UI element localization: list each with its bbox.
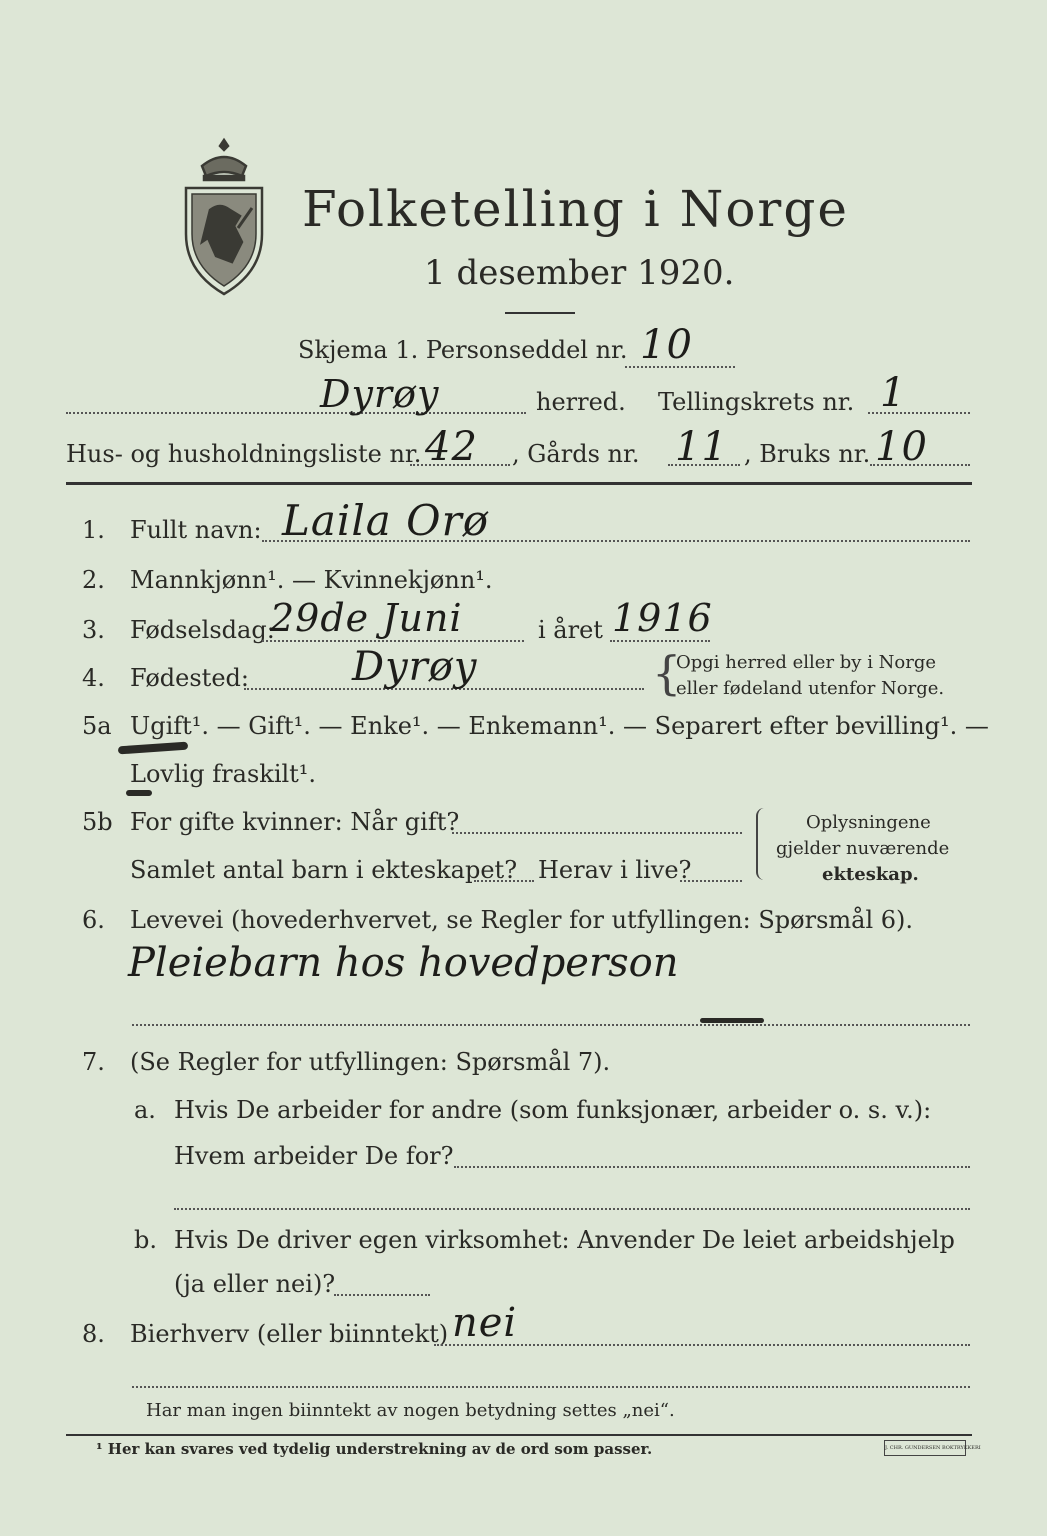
bracket-icon <box>756 808 768 880</box>
printer-stamp: J. CHR. GUNDERSEN BOKTRYKKERI <box>884 1440 966 1456</box>
question-number: 3. <box>82 616 105 644</box>
children-alive-label: Herav i live? <box>538 856 692 884</box>
q7a-line-1: Hvis De arbeider for andre (som funksjonær, arbeider o. s. v.): <box>174 1096 932 1124</box>
hus-nr-value: 42 <box>425 424 478 470</box>
tellingskrets-label: Tellingskrets nr. <box>658 388 855 416</box>
occupation-label: Levevei (hovederhvervet, se Regler for utfyllingen: Spørsmål 6). <box>130 906 914 934</box>
birthplace-value: Dyrøy <box>352 644 478 690</box>
herred-label: herred. <box>536 388 626 416</box>
census-date: 1 desember 1920. <box>424 253 735 293</box>
full-name-label: Fullt navn: <box>130 516 262 544</box>
skjema-label: Skjema 1. Personseddel nr. <box>298 336 628 364</box>
side-income-value: nei <box>452 1300 518 1346</box>
birth-year-value: 1916 <box>612 596 713 640</box>
marriage-note-1: Oplysningene <box>806 812 931 833</box>
occupation-value: Pleiebarn hos hovedperson <box>128 940 679 986</box>
header-rule <box>66 482 972 485</box>
lovlig-fraskilt-option: Lovlig fraskilt¹. <box>130 760 317 788</box>
sub-question-number: a. <box>134 1096 156 1124</box>
underline-mark <box>118 742 188 755</box>
bruks-nr-value: 10 <box>875 424 928 470</box>
tellingskrets-nr-value: 1 <box>880 370 907 416</box>
footer-rule <box>66 1434 972 1436</box>
question-number: 2. <box>82 566 105 594</box>
question-number: 7. <box>82 1048 105 1076</box>
marriage-note-2: gjelder nuværende <box>776 838 950 859</box>
gender-options: Mannkjønn¹. — Kvinnekjønn¹. <box>130 566 493 594</box>
married-when-label: For gifte kvinner: Når gift? <box>130 808 460 836</box>
question-number: 6. <box>82 906 105 934</box>
side-income-label: Bierhverv (eller biinntekt) <box>130 1320 449 1348</box>
check-mark <box>126 790 152 796</box>
personseddel-nr-value: 10 <box>640 322 693 368</box>
brace-icon: { <box>652 646 682 700</box>
hus-label: Hus- og husholdningsliste nr. <box>66 440 422 468</box>
sub-question-number: b. <box>134 1226 157 1254</box>
norwegian-coat-of-arms-icon <box>178 132 270 302</box>
q7b-line-2: (ja eller nei)? <box>174 1270 336 1298</box>
footnote: ¹ Her kan svares ved tydelig understrekning av de ord som passer. <box>96 1440 653 1458</box>
question-number: 1. <box>82 516 105 544</box>
gards-nr-value: 11 <box>675 424 728 470</box>
bruks-label: , Bruks nr. <box>744 440 871 468</box>
full-name-value: Laila Orø <box>282 496 489 545</box>
question-number: 5b <box>82 808 113 836</box>
birthplace-note-1: Opgi herred eller by i Norge <box>676 652 937 673</box>
side-income-note: Har man ingen biinntekt av nogen betydning settes „nei“. <box>146 1400 675 1421</box>
birthplace-label: Fødested: <box>130 664 249 692</box>
year-label: i året <box>538 616 603 644</box>
marital-status-options: Ugift¹. — Gift¹. — Enke¹. — Enkemann¹. — Separert efter bevilling¹. — <box>130 712 989 740</box>
question-number: 5a <box>82 712 112 740</box>
herred-value: Dyrøy <box>320 372 440 416</box>
birthday-value: 29de Juni <box>270 596 463 640</box>
q7-label: (Se Regler for utfyllingen: Spørsmål 7). <box>130 1048 611 1076</box>
gards-label: , Gårds nr. <box>512 440 640 468</box>
question-number: 8. <box>82 1320 105 1348</box>
question-number: 4. <box>82 664 105 692</box>
marriage-note-3: ekteskap. <box>822 864 919 885</box>
pen-stroke <box>700 1018 764 1023</box>
birthday-label: Fødselsdag: <box>130 616 275 644</box>
birthplace-note-2: eller fødeland utenfor Norge. <box>676 678 945 699</box>
q7b-line-1: Hvis De driver egen virksomhet: Anvender De leiet arbeidshjelp <box>174 1226 955 1254</box>
title-divider <box>505 312 575 314</box>
children-count-label: Samlet antal barn i ekteskapet? <box>130 856 518 884</box>
page-title: Folketelling i Norge <box>302 180 849 238</box>
q7a-line-2: Hvem arbeider De for? <box>174 1142 454 1170</box>
